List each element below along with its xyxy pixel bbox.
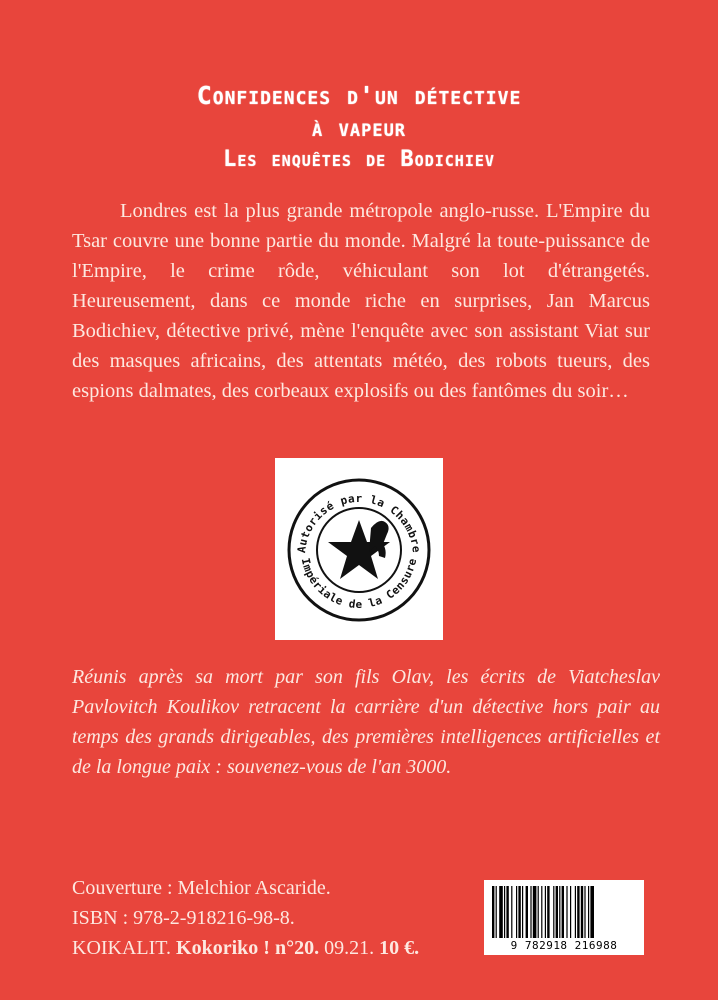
- barcode-bar: [530, 886, 531, 938]
- barcode-bar: [545, 886, 546, 938]
- seal-bottom-text: Impériale de la Censure: [298, 556, 420, 611]
- barcode-bar: [577, 886, 579, 938]
- barcode-bar: [538, 886, 539, 938]
- series-name: Kokoriko ! n°20.: [176, 937, 320, 959]
- barcode-bars: [484, 880, 644, 940]
- synopsis-paragraph: Réunis après sa mort par son fils Olav, les écrits de Viatcheslav Pavlovitch Koulikov retracent la carrière d'un détective hors pair au temps des grands dirigeables, des premières intelligences artificielles et de la longue paix : souvenez-vous de l'an 3000.: [72, 666, 660, 778]
- price: 10 €.: [379, 937, 420, 959]
- title-line-3: Les enquêtes de Bodichiev: [223, 147, 495, 172]
- book-title: [0, 80, 718, 176]
- isbn-line: ISBN : 978-2-918216-98-8.: [72, 907, 295, 929]
- title-line-2: à vapeur: [311, 114, 407, 142]
- barcode-bar: [590, 886, 594, 938]
- barcode-bar: [566, 886, 567, 938]
- barcode-bar: [575, 886, 576, 938]
- barcode-bar: [556, 886, 558, 938]
- publisher-line: [72, 933, 492, 963]
- barcode-bar: [584, 886, 585, 938]
- barcode-bar: [547, 886, 549, 938]
- barcode-digits: 9 782918 216988: [510, 939, 618, 952]
- barcode-bar: [511, 886, 512, 938]
- barcode-bar: [553, 886, 554, 938]
- barcode-bar: [581, 886, 583, 938]
- blurb-paragraph: Londres est la plus grande métropole anglo-russe. L'Empire du Tsar couvre une bonne partie du monde. Malgré la toute-puissance de l'Empire, le crime rôde, véhiculant son lot d'étrangetés. Heureusement, dans ce monde riche en surprises, Jan Marcus Bodichiev, détective privé, mène l'enquête avec son assistant Viat sur des masques africains, des attentats météo, des robots tueurs, des espions dalmates, des corbeaux explosifs ou des fantômes du soir…: [72, 200, 650, 402]
- barcode-bar: [559, 886, 560, 938]
- barcode-bar: [588, 886, 589, 938]
- seal-icon: [275, 458, 443, 640]
- barcode-bar: [496, 886, 497, 938]
- barcode: [484, 880, 644, 955]
- barcode-bar: [492, 886, 494, 938]
- barcode-bar: [570, 886, 571, 938]
- censorship-seal: [275, 458, 443, 640]
- barcode-bar: [533, 886, 537, 938]
- barcode-bar: [499, 886, 503, 938]
- publisher-name: KOIKALIT.: [72, 937, 172, 959]
- barcode-bar: [526, 886, 528, 938]
- barcode-bar: [522, 886, 523, 938]
- credits-block: [72, 873, 492, 963]
- barcode-bar: [506, 886, 508, 938]
- cover-credit: Couverture : Melchior Ascaride.: [72, 877, 331, 899]
- title-line-1: Confidences d'un détective: [196, 81, 522, 110]
- barcode-bar: [562, 886, 564, 938]
- barcode-bar: [516, 886, 517, 938]
- barcode-bar: [518, 886, 520, 938]
- barcode-bar: [541, 886, 542, 938]
- barcode-bar: [504, 886, 505, 938]
- publication-date: 09.21.: [324, 937, 375, 959]
- seal-top-text: Autorisé par la Chambre: [295, 492, 423, 554]
